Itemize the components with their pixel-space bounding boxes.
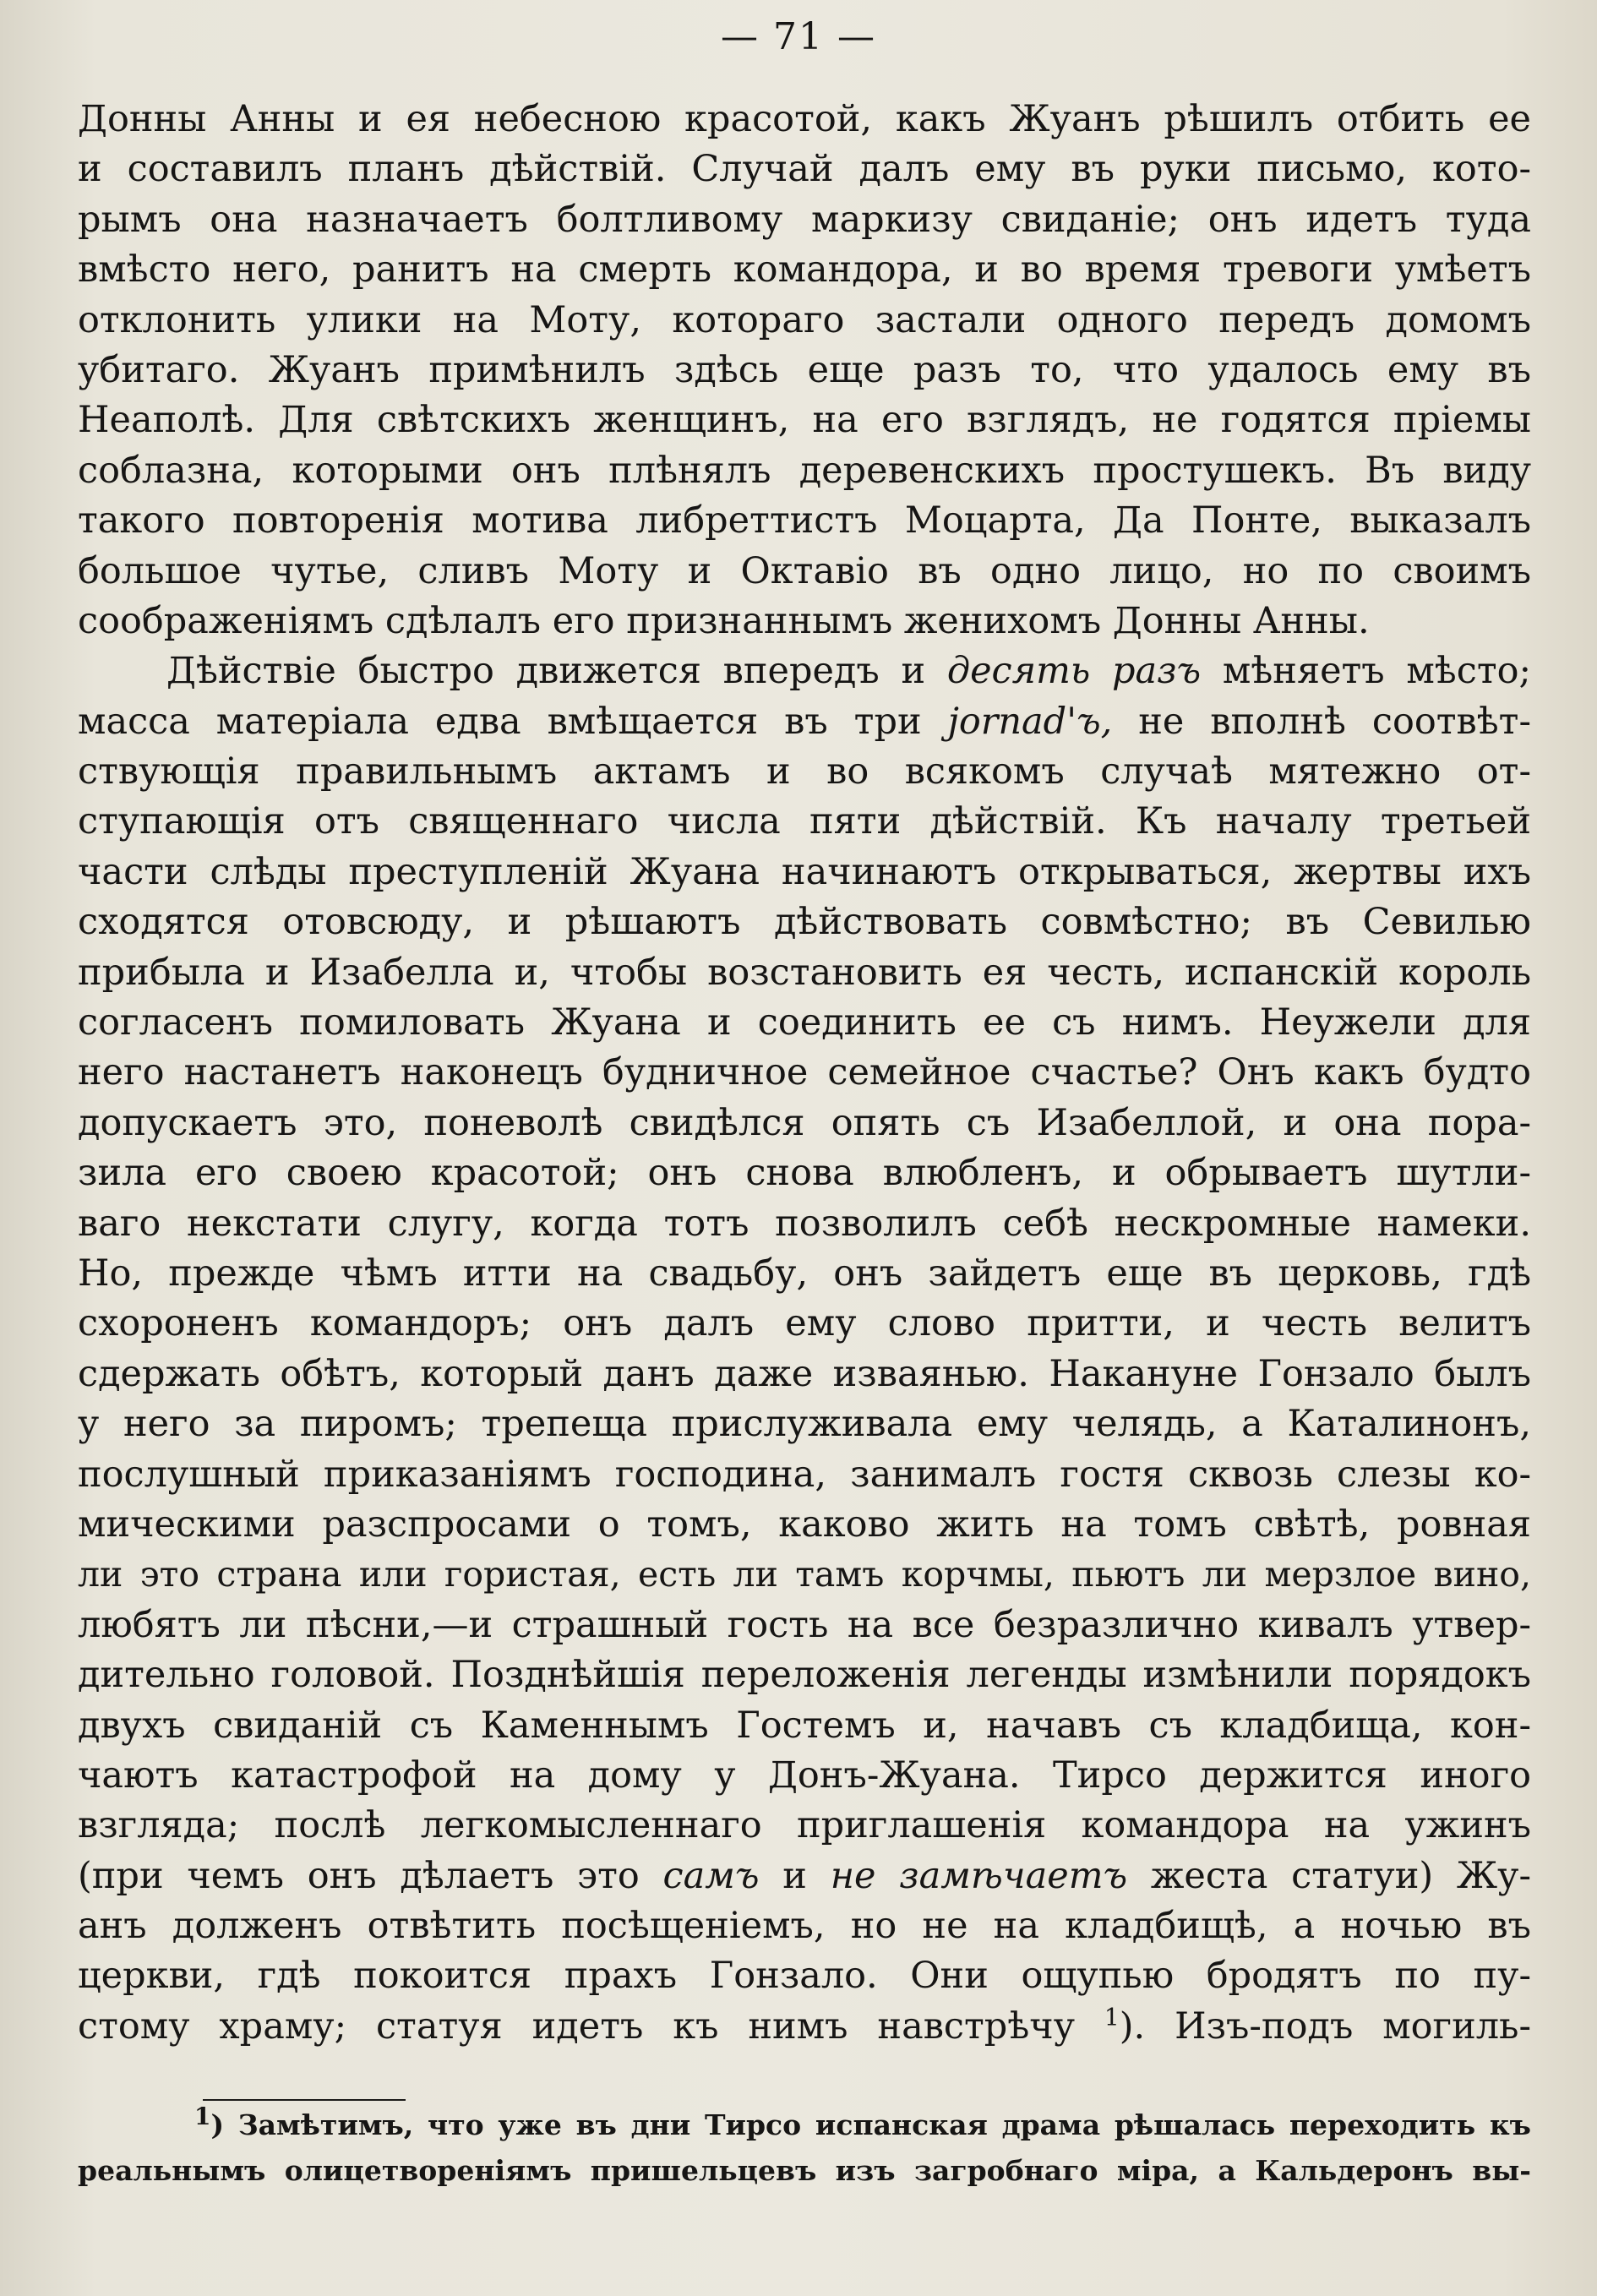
text-run: не вполнѣ соотвѣт- (1112, 700, 1531, 743)
footnote-ref: 1 (1104, 2003, 1120, 2031)
text-line: чаютъ катастрофой на дому у Донъ-Жуана. Тирсо держится иного (78, 1753, 1531, 1797)
text-line: вмѣсто него, ранитъ на смерть командора, и во время тревоги умѣетъ (78, 248, 1531, 292)
page-number: — 71 — (721, 15, 876, 58)
text-line: допускаетъ это, поневолѣ свидѣлся опять съ Изабеллой, и она пора- (78, 1101, 1531, 1144)
text-run: и (759, 1854, 831, 1897)
italic-run: не замѣчаетъ (830, 1854, 1128, 1897)
text-line: послушный приказаніямъ господина, занималъ гостя сквозь слезы ко- (78, 1453, 1531, 1496)
text-run: Дѣйствіе быстро движется впередъ и (166, 650, 947, 693)
footnote-line: реальнымъ олицетвореніямъ пришельцевъ изъ загробнаго міра, а Кальдеронъ вы- (78, 2154, 1531, 2187)
text-line: соображеніямъ сдѣлалъ его признаннымъ женихомъ Донны Анны. (78, 599, 1370, 642)
text-line (78, 1852, 1531, 1901)
text-line: анъ долженъ отвѣтить посѣщеніемъ, но не на кладбищѣ, а ночью въ (78, 1905, 1531, 1948)
text-run: (при чемъ онъ дѣлаетъ это (78, 1854, 663, 1897)
text-line: ствующія правильнымъ актамъ и во всякомъ случаѣ мятежно от- (78, 750, 1531, 794)
text-line: любятъ ли пѣсни,—и страшный гость на все безразлично кивалъ утвер- (78, 1603, 1531, 1646)
text-run: жеста статуи) Жу- (1127, 1854, 1531, 1897)
text-run: ). Изъ-подъ могиль- (1119, 2004, 1532, 2048)
text-line: схороненъ командоръ; онъ далъ ему слово притти, и честь велитъ (78, 1302, 1531, 1345)
text-line (78, 2002, 1531, 2052)
text-line: рымъ она назначаетъ болтливому маркизу свиданіе; онъ идетъ туда (78, 198, 1531, 241)
text-line: соблазна, которыми онъ плѣнялъ деревенскихъ простушекъ. Въ виду (78, 449, 1531, 492)
text-line: согласенъ помиловать Жуана и соединить ее съ нимъ. Неужели для (78, 1001, 1531, 1044)
text-line: Неаполѣ. Для свѣтскихъ женщинъ, на его взглядъ, не годятся пріемы (78, 399, 1531, 442)
text-line: и составилъ планъ дѣйствій. Случай далъ ему въ руки письмо, кото- (78, 148, 1531, 191)
footnote-divider (203, 2099, 406, 2101)
text-line: прибыла и Изабелла и, чтобы возстановить ея честь, испанскій король (78, 951, 1531, 994)
italic-run: десять разъ (946, 650, 1202, 693)
text-line: зила его своею красотой; онъ снова влюбленъ, и обрываетъ шутли- (78, 1152, 1531, 1195)
italic-run: jornad'ъ, (947, 700, 1113, 743)
text-line: у него за пиромъ; трепеща прислуживала ему челядь, а Каталинонъ, (78, 1403, 1531, 1446)
footnote-line (78, 2102, 1531, 2148)
text-line: убитаго. Жуанъ примѣнилъ здѣсь еще разъ то, что удалось ему въ (78, 348, 1531, 391)
text-line: церкви, гдѣ покоится прахъ Гонзало. Они ощупью бродятъ по пу- (78, 1955, 1531, 1998)
text-line: взгляда; послѣ легкомысленнаго приглашенія командора на ужинъ (78, 1804, 1531, 1847)
text-line: двухъ свиданій съ Каменнымъ Гостемъ и, начавъ съ кладбища, кон- (78, 1704, 1531, 1747)
text-line (78, 646, 1531, 696)
text-line: ваго некстати слугу, когда тотъ позволилъ себѣ нескромные намеки. (78, 1202, 1531, 1245)
text-run: стому храму; статуя идетъ къ нимъ навстрѣчу (78, 2004, 1104, 2048)
text-line (78, 697, 1531, 747)
italic-run: самъ (662, 1854, 760, 1897)
text-line: Донны Анны и ея небесною красотой, какъ Жуанъ рѣшилъ отбить ее (78, 98, 1531, 140)
footnote (78, 2102, 1531, 2194)
text-line: такого повторенія мотива либреттистъ Моцарта, Да Понте, выказалъ (78, 499, 1531, 543)
text-line: дительно головой. Позднѣйшія переложенія легенды измѣнили порядокъ (78, 1654, 1531, 1697)
footnote-marker: 1 (194, 2102, 211, 2130)
text-run: масса матеріала едва вмѣщается въ три (78, 700, 948, 743)
text-line: него настанетъ наконецъ будничное семейное счастье? Онъ какъ будто (78, 1051, 1531, 1094)
text-line: отклонить улики на Моту, котораго застали одного передъ домомъ (78, 298, 1531, 341)
main-text (78, 95, 1531, 2052)
text-line: сходятся отовсюду, и рѣшаютъ дѣйствовать совмѣстно; въ Севилью (78, 901, 1531, 944)
text-line: ли это страна или гористая, есть ли тамъ корчмы, пьютъ ли мерзлое вино, (78, 1554, 1531, 1595)
text-run: мѣняетъ мѣсто; (1201, 650, 1531, 693)
text-line: большое чутье, сливъ Моту и Октавіо въ одно лицо, но по своимъ (78, 549, 1531, 592)
text-line: части слѣды преступленій Жуана начинаютъ открываться, жертвы ихъ (78, 850, 1531, 893)
text-line: сдержать обѣтъ, который данъ даже изваянью. Накануне Гонзало былъ (78, 1352, 1531, 1395)
footnote-text: ) Замѣтимъ, что уже въ дни Тирсо испанская драма рѣшалась переходить къ (210, 2108, 1531, 2141)
text-line: мическими разспросами о томъ, каково жить на томъ свѣтѣ, ровная (78, 1502, 1531, 1546)
text-line: ступающія отъ священнаго числа пяти дѣйствій. Къ началу третьей (78, 800, 1531, 843)
text-line: Но, прежде чѣмъ итти на свадьбу, онъ зайдетъ еще въ церковь, гдѣ (78, 1252, 1531, 1295)
